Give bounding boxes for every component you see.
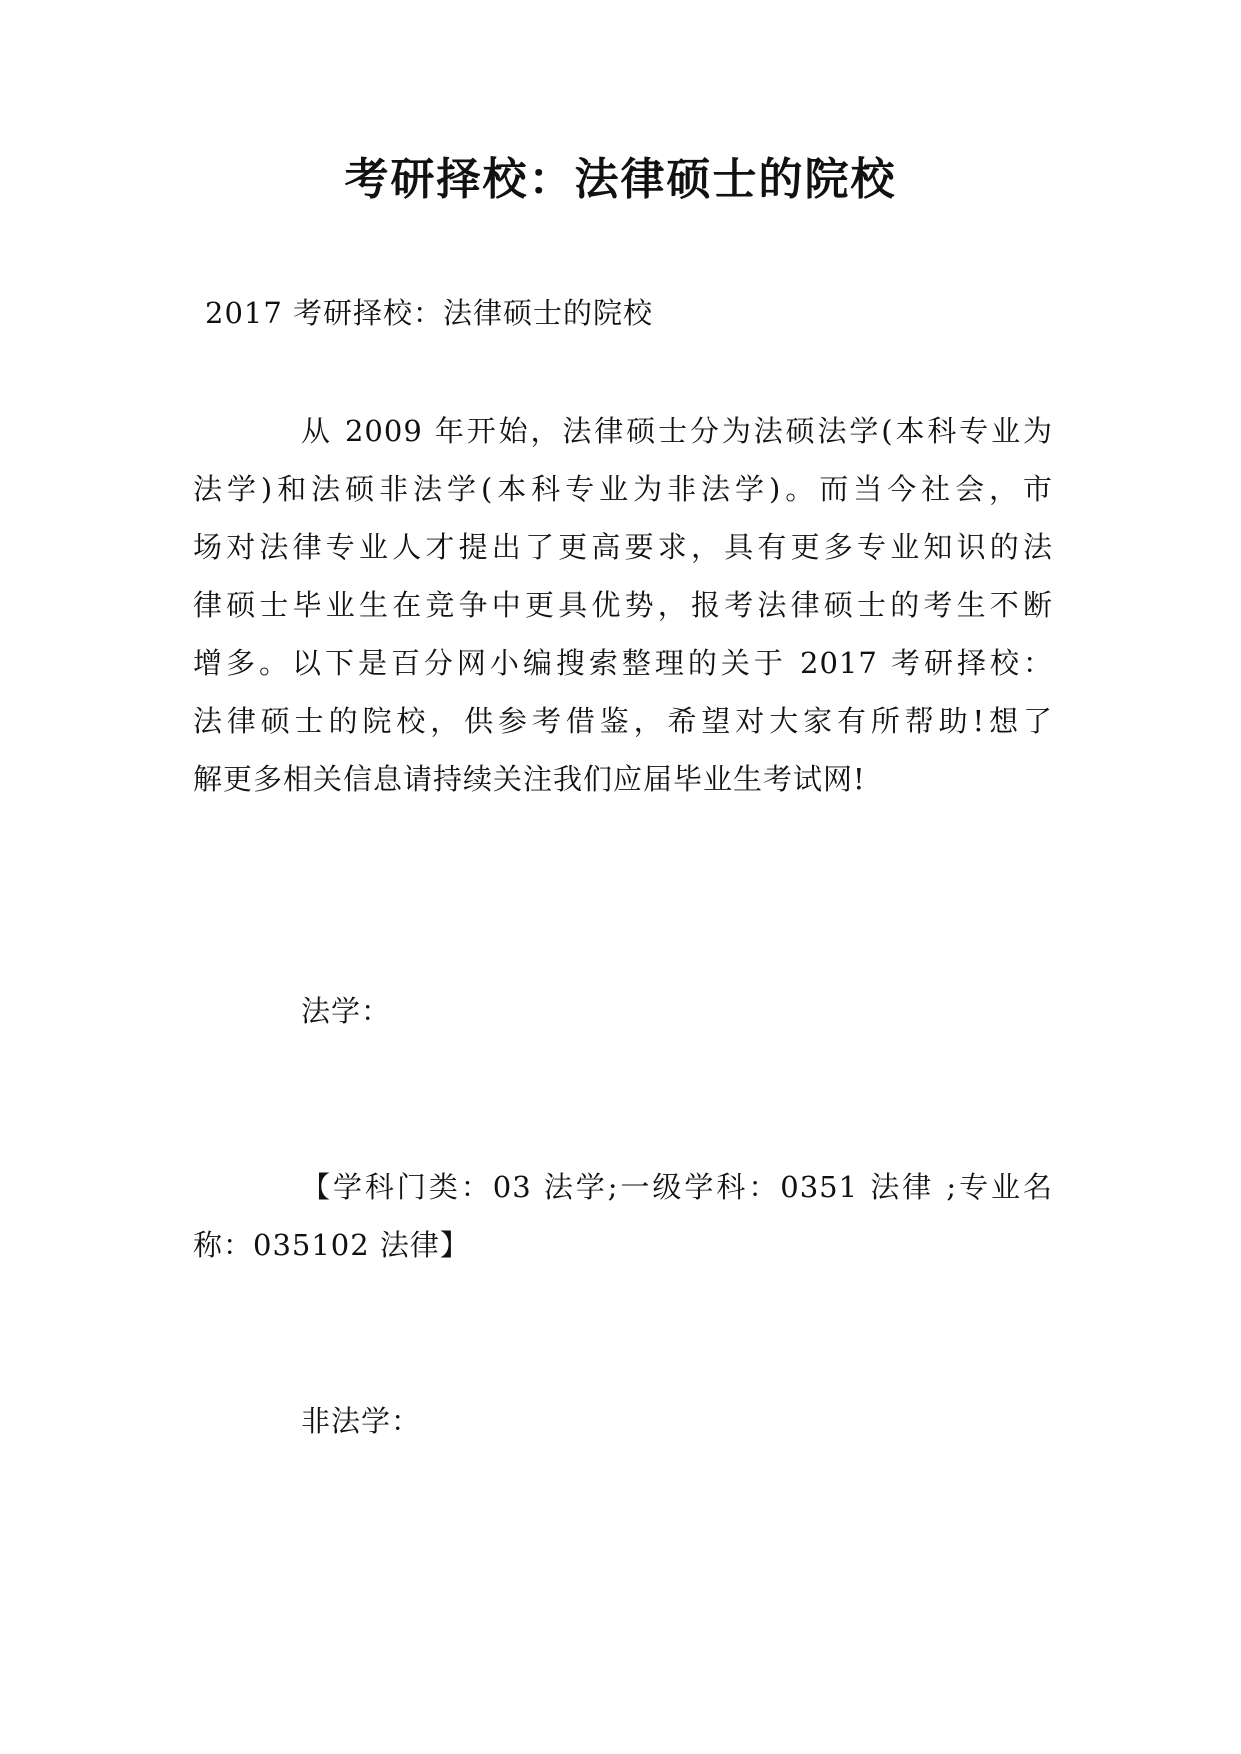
nonlaw-heading: 非法学： (301, 1404, 422, 1438)
intro-line-7: 解更多相关信息请持续关注我们应届毕业生考试网! (193, 762, 866, 796)
intro-line-5: 增多。以下是百分网小编搜索整理的关于 2017 考研择校： (193, 646, 1053, 680)
intro-line-1: 从 2009 年开始，法律硕士分为法硕法学(本科专业为 (301, 414, 1053, 448)
document-subtitle: 2017 考研择校：法律硕士的院校 (205, 296, 654, 330)
intro-line-6: 法律硕士的院校，供参考借鉴，希望对大家有所帮助!想了 (193, 704, 1053, 738)
classification-line-2: 称：035102 法律】 (193, 1228, 470, 1262)
law-heading: 法学： (301, 994, 392, 1028)
intro-line-3: 场对法律专业人才提出了更高要求，具有更多专业知识的法 (193, 530, 1053, 564)
intro-line-4: 律硕士毕业生在竞争中更具优势，报考法律硕士的考生不断 (193, 588, 1053, 622)
intro-line-2: 法学)和法硕非法学(本科专业为非法学)。而当今社会，市 (193, 472, 1053, 506)
classification-line-1: 【学科门类：03 法学;一级学科：0351 法律 ;专业名 (301, 1170, 1053, 1204)
document-title: 考研择校：法律硕士的院校 (344, 154, 897, 205)
